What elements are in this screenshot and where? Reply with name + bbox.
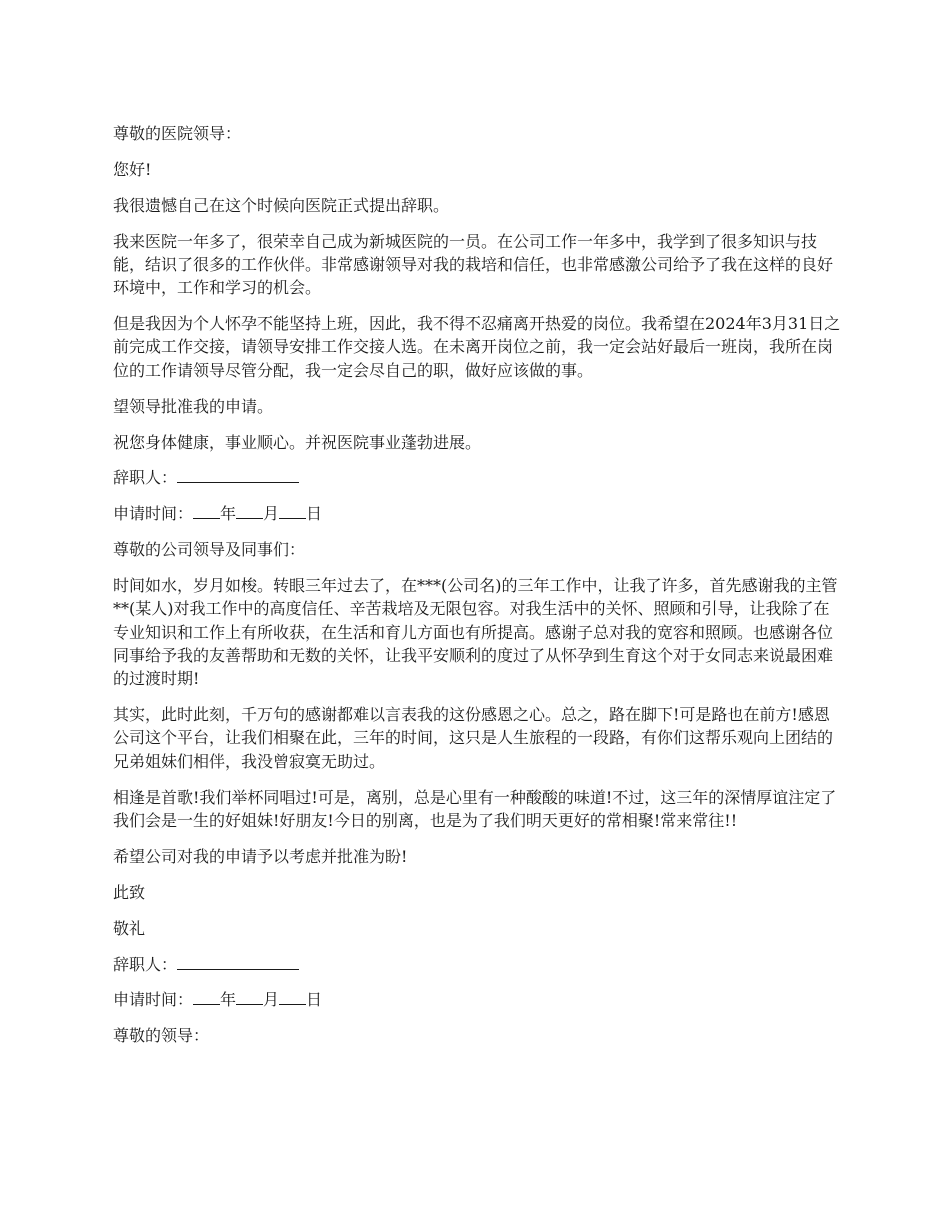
letter1-paragraph-1: 我很遗憾自己在这个时候向医院正式提出辞职。: [113, 195, 450, 215]
date-label: 申请时间：: [113, 504, 194, 524]
letter2-closing-2: 敬礼: [113, 918, 146, 938]
resigner-label: 辞职人：: [113, 954, 178, 974]
letter1-paragraph-3: 但是我因为个人怀孕不能坚持上班，因此，我不得不忍痛离开热爱的岗位。我希望在2024年3月31日之前完成工作交接，请领导安排工作交接人选。在未离开岗位之前，我一定会站好最后一班岗，我所在岗位的工作请领导尽管分配，我一定会尽自己的职，做好应该做的事。: [113, 314, 841, 380]
year-label: 年: [220, 504, 237, 524]
month-blank: [236, 990, 263, 1005]
day-blank: [279, 504, 306, 519]
year-label: 年: [220, 990, 237, 1010]
document-page: [113, 122, 841, 1060]
month-label: 月: [263, 504, 280, 524]
letter2-closing-1: 此致: [113, 882, 146, 902]
year-blank: [193, 504, 220, 519]
letter2-salutation: 尊敬的公司领导及同事们：: [113, 540, 306, 560]
date-label: 申请时间：: [113, 990, 194, 1010]
letter2-resigner-line: [113, 953, 841, 976]
resigner-blank: [177, 468, 299, 483]
letter3-salutation: 尊敬的领导：: [113, 1026, 210, 1046]
day-blank: [279, 990, 306, 1005]
year-blank: [193, 990, 220, 1005]
letter2-date-line: [113, 988, 841, 1011]
letter1-paragraph-4: 望领导批准我的申请。: [113, 396, 274, 416]
letter1-greeting: 您好!: [113, 159, 152, 179]
letter1-salutation: 尊敬的医院领导：: [113, 124, 242, 143]
day-label: 日: [306, 504, 323, 524]
letter1-paragraph-5: 祝您身体健康，事业顺心。并祝医院事业蓬勃进展。: [113, 432, 482, 452]
letter2-paragraph-2: 其实，此时此刻，千万句的感谢都难以言表我的这份感恩之心。总之，路在脚下!可是路也在前方!感恩公司这个平台，让我们相聚在此，三年的时间，这只是人生旅程的一段路，有你们这帮乐观向上团结的兄弟姐妹们相伴，我没曾寂寞无助过。: [113, 705, 834, 771]
letter2-paragraph-3: 相逢是首歌!我们举杯同唱过!可是，离别，总是心里有一种酸酸的味道!不过，这三年的深情厚谊注定了我们会是一生的好姐妹!好朋友!今日的别离，也是为了我们明天更好的常相聚!常来常往!!: [113, 787, 837, 830]
day-label: 日: [306, 990, 323, 1010]
resigner-label: 辞职人：: [113, 468, 178, 488]
month-blank: [236, 504, 263, 519]
letter1-resigner-line: [113, 466, 841, 489]
letter2-paragraph-1: 时间如水，岁月如梭。转眼三年过去了，在***(公司名)的三年工作中，让我了许多，首先感谢我的主管**(某人)对我工作中的高度信任、辛苦栽培及无限包容。对我生活中的关怀、照顾和引导，让我除了在专业知识和工作上有所收获，在生活和育儿方面也有所提高。感谢子总对我的宽容和照顾。也感谢各位同事给予我的友善帮助和无数的关怀，让我平安顺利的度过了从怀孕到生育这个对于女同志来说最困难的过渡时期!: [113, 576, 838, 689]
month-label: 月: [263, 990, 280, 1010]
letter1-date-line: [113, 502, 841, 525]
letter1-paragraph-2: 我来医院一年多了，很荣幸自己成为新城医院的一员。在公司工作一年多中，我学到了很多知识与技能，结识了很多的工作伙伴。非常感谢领导对我的栽培和信任，也非常感激公司给予了我在这样的良好环境中，工作和学习的机会。: [113, 231, 834, 298]
letter2-paragraph-4: 希望公司对我的申请予以考虑并批准为盼!: [113, 846, 408, 866]
resigner-blank: [177, 955, 299, 970]
